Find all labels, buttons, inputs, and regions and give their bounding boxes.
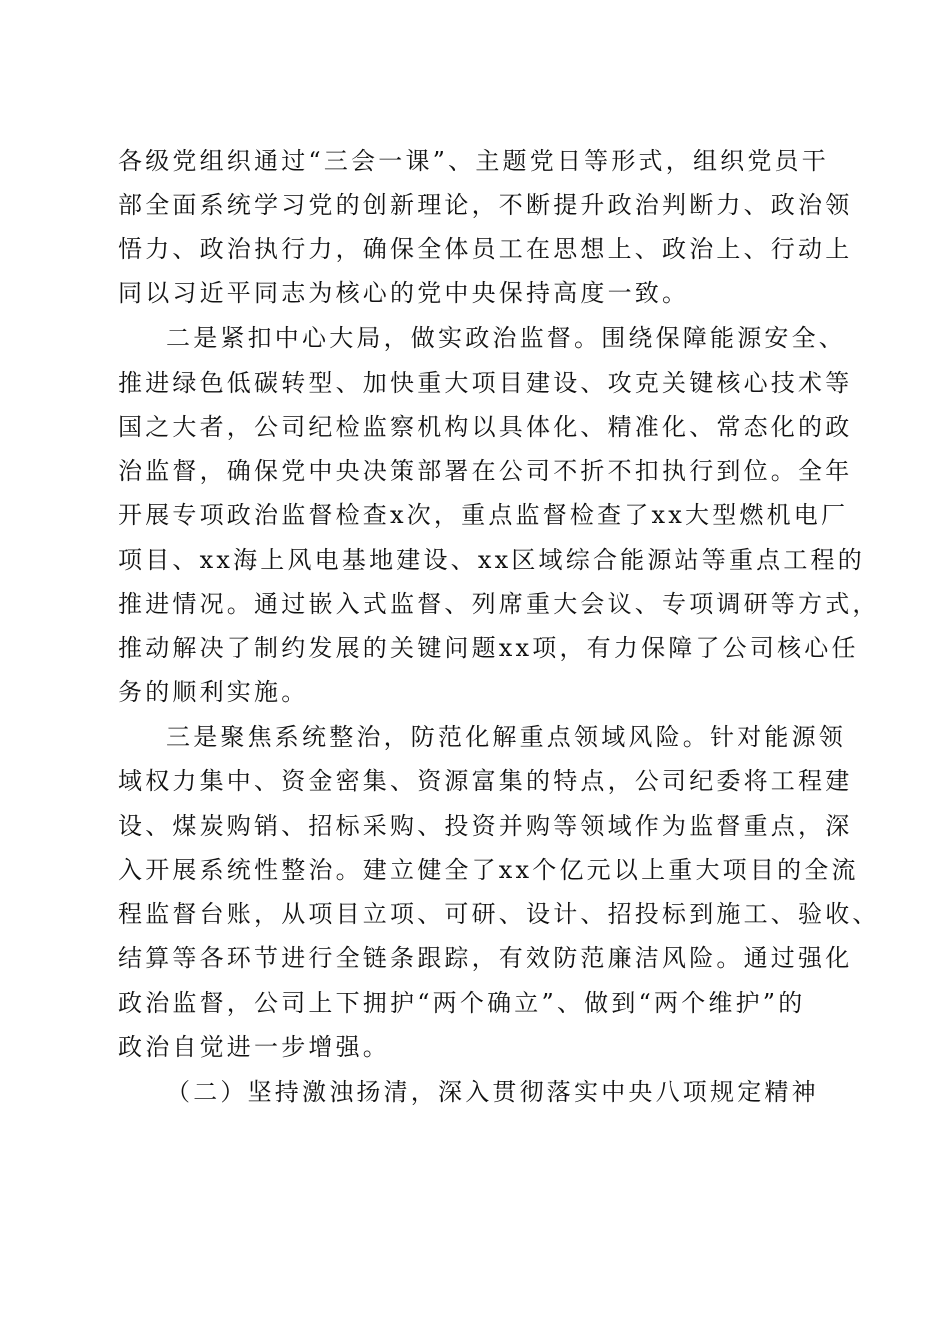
text-line: 二是紧扣中心大局，做实政治监督。围绕保障能源安全、 <box>166 324 846 352</box>
text-line: 设、煤炭购销、招标采购、投资并购等领域作为监督重点，深 <box>118 812 853 840</box>
text-line: 程监督台账，从项目立项、可研、设计、招投标到施工、验收、 <box>118 900 880 928</box>
text-line: 部全面系统学习党的创新理论，不断提升政治判断力、政治领 <box>118 191 853 219</box>
text-line: 各级党组织通过“三会一课”、主题党日等形式，组织党员干 <box>118 147 829 175</box>
text-line: 推进情况。通过嵌入式监督、列席重大会议、专项调研等方式， <box>118 590 880 618</box>
text-line: 治监督，确保党中央决策部署在公司不折不扣执行到位。全年 <box>118 457 853 485</box>
section-heading: （二）坚持激浊扬清，深入贯彻落实中央八项规定精神 <box>166 1078 819 1106</box>
text-line: 同以习近平同志为核心的党中央保持高度一致。 <box>118 279 690 307</box>
text-line: 政治自觉进一步增强。 <box>118 1033 390 1061</box>
text-line: 国之大者，公司纪检监察机构以具体化、精准化、常态化的政 <box>118 413 853 441</box>
text-line: 三是聚焦系统整治，防范化解重点领域风险。针对能源领 <box>166 723 846 751</box>
text-line: 推进绿色低碳转型、加快重大项目建设、攻克关键核心技术等 <box>118 369 853 397</box>
text-line: 域权力集中、资金密集、资源富集的特点，公司纪委将工程建 <box>118 767 853 795</box>
text-line: 务的顺利实施。 <box>118 678 309 706</box>
text-line: 开展专项政治监督检查x次，重点监督检查了xx大型燃机电厂 <box>118 501 849 529</box>
text-line: 结算等各环节进行全链条跟踪，有效防范廉洁风险。通过强化 <box>118 944 853 972</box>
text-line: 推动解决了制约发展的关键问题xx项，有力保障了公司核心任 <box>118 634 859 662</box>
text-line: 项目、xx海上风电基地建设、xx区域综合能源站等重点工程的 <box>118 546 865 574</box>
text-line: 政治监督，公司上下拥护“两个确立”、做到“两个维护”的 <box>118 989 806 1017</box>
text-line: 入开展系统性整治。建立健全了xx个亿元以上重大项目的全流 <box>118 856 859 884</box>
text-line: 悟力、政治执行力，确保全体员工在思想上、政治上、行动上 <box>118 235 853 263</box>
